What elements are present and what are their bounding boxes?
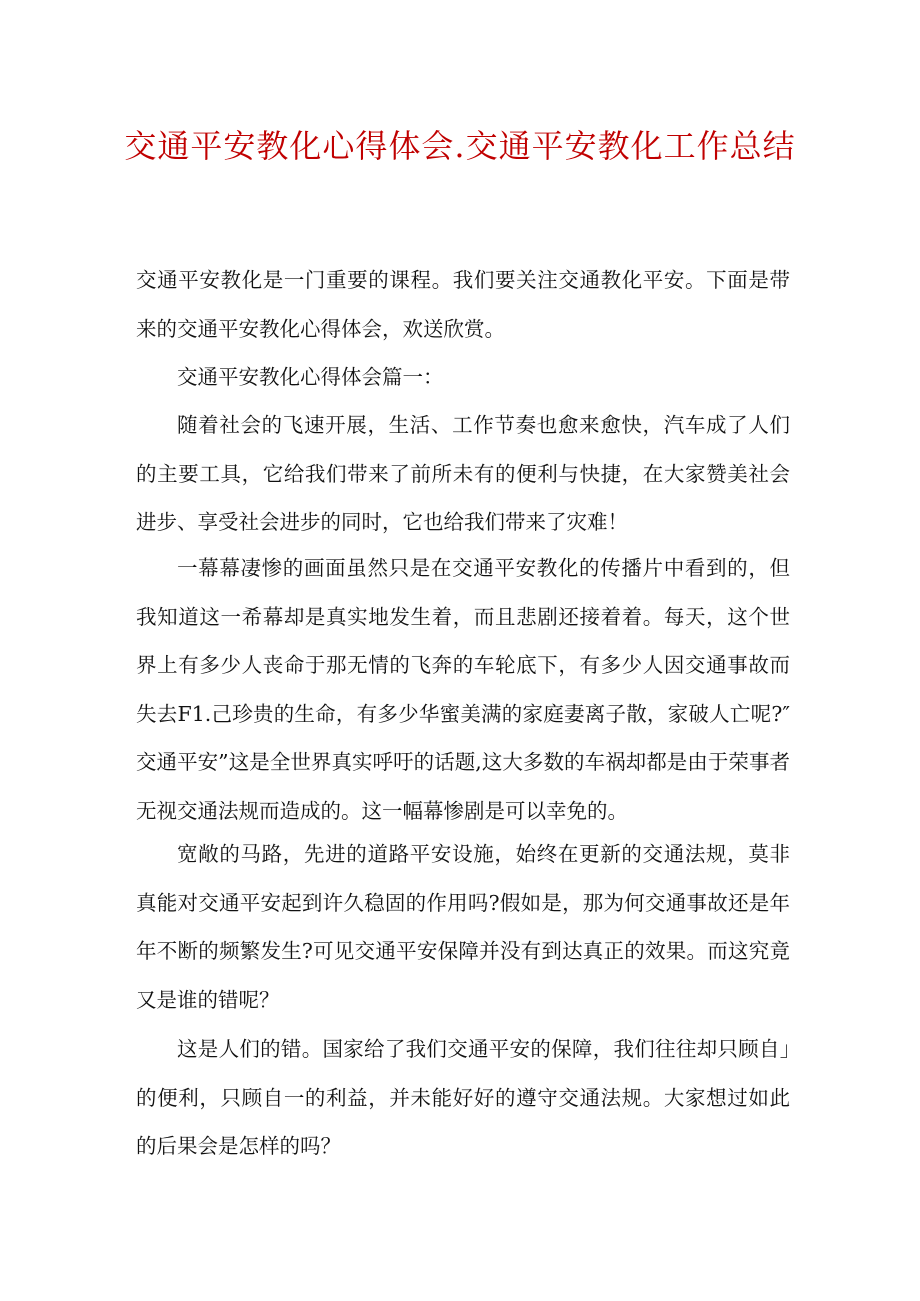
paragraph-intro: 交通平安教化是一门重要的课程。我们要关注交通教化平安。下面是带来的交通平安教化心得体会，欢送欣赏。: [136, 268, 790, 341]
paragraph-1: 随着社会的飞速开展，生活、工作节奏也愈来愈快，汽车成了人们的主要工具，它给我们带来了前所未有的便利与快捷，在大家赞美社会进步、享受社会进步的同时，它也给我们带来了灾难！: [136, 413, 790, 534]
paragraph-3: 宽敞的马路，先进的道路平安设施，始终在更新的交通法规，莫非真能对交通平安起到许久稳固的作用吗?假如是，那为何交通事故还是年年不断的频繁发生?可见交通平安保障并没有到达真正的效果。而这究竟又是谁的错呢？: [136, 842, 790, 1012]
paragraph-2: 一幕幕凄惨的画面虽然只是在交通平安教化的传播片中看到的，但我知道这一希幕却是真实地发生着，而且悲剧还接着着。每天，这个世界上有多少人丧命于那无情的飞奔的车轮底下，有多少人因交通事故而失去F1.己珍贵的生命，有多少华蜜美满的家庭妻离子散，家破人亡呢?″交通平安”这是全世界真实呼吁的话题,这大多数的车祸却都是由于荣事者无视交通法规而造成的。这一幅幕惨剧是可以幸免的。: [136, 556, 790, 823]
document-title: 交通平安教化心得体会.交通平安教化工作总结: [124, 127, 796, 165]
paragraph-section-heading: 交通平安教化心得体会篇一：: [177, 365, 444, 389]
paragraph-4: 这是人们的错。国家给了我们交通平安的保障，我们往往却只顾自」的便利，只顾自一的利益，并未能好好的遵守交通法规。大家想过如此的后果会是怎样的吗？: [136, 1037, 790, 1158]
